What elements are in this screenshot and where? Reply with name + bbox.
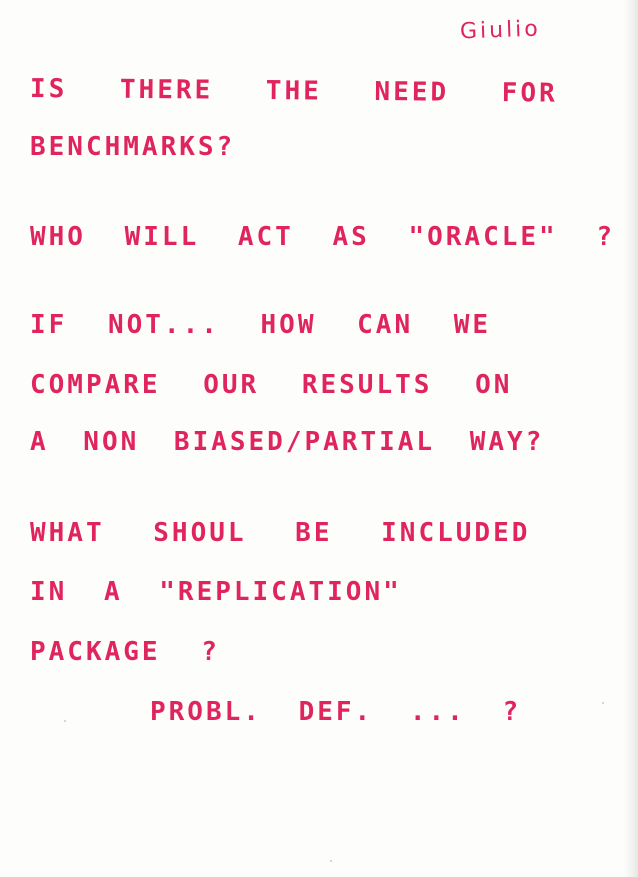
paper-edge-shadow (624, 0, 638, 877)
note-line-7: WHAT SHOUL BE INCLUDED (30, 518, 531, 548)
note-line-1: IS THERE THE NEED FOR (29, 74, 558, 109)
note-line-6: A NON BIASED/PARTIAL WAY? (30, 427, 545, 457)
note-line-9: PACKAGE ? (30, 637, 220, 667)
author-signature: Giulio (459, 16, 542, 45)
paper-speck (64, 720, 66, 722)
note-line-2: BENCHMARKS? (30, 132, 236, 162)
note-line-10: PROBL. DEF. ... ? (150, 697, 522, 727)
note-line-3: WHO WILL ACT AS "ORACLE" ? (30, 222, 615, 252)
note-line-4: IF NOT... HOW CAN WE (30, 310, 492, 340)
paper-speck (330, 860, 332, 862)
paper-speck (602, 702, 604, 704)
note-line-5: COMPARE OUR RESULTS ON (30, 370, 513, 400)
note-line-8: IN A "REPLICATION" (30, 577, 402, 607)
